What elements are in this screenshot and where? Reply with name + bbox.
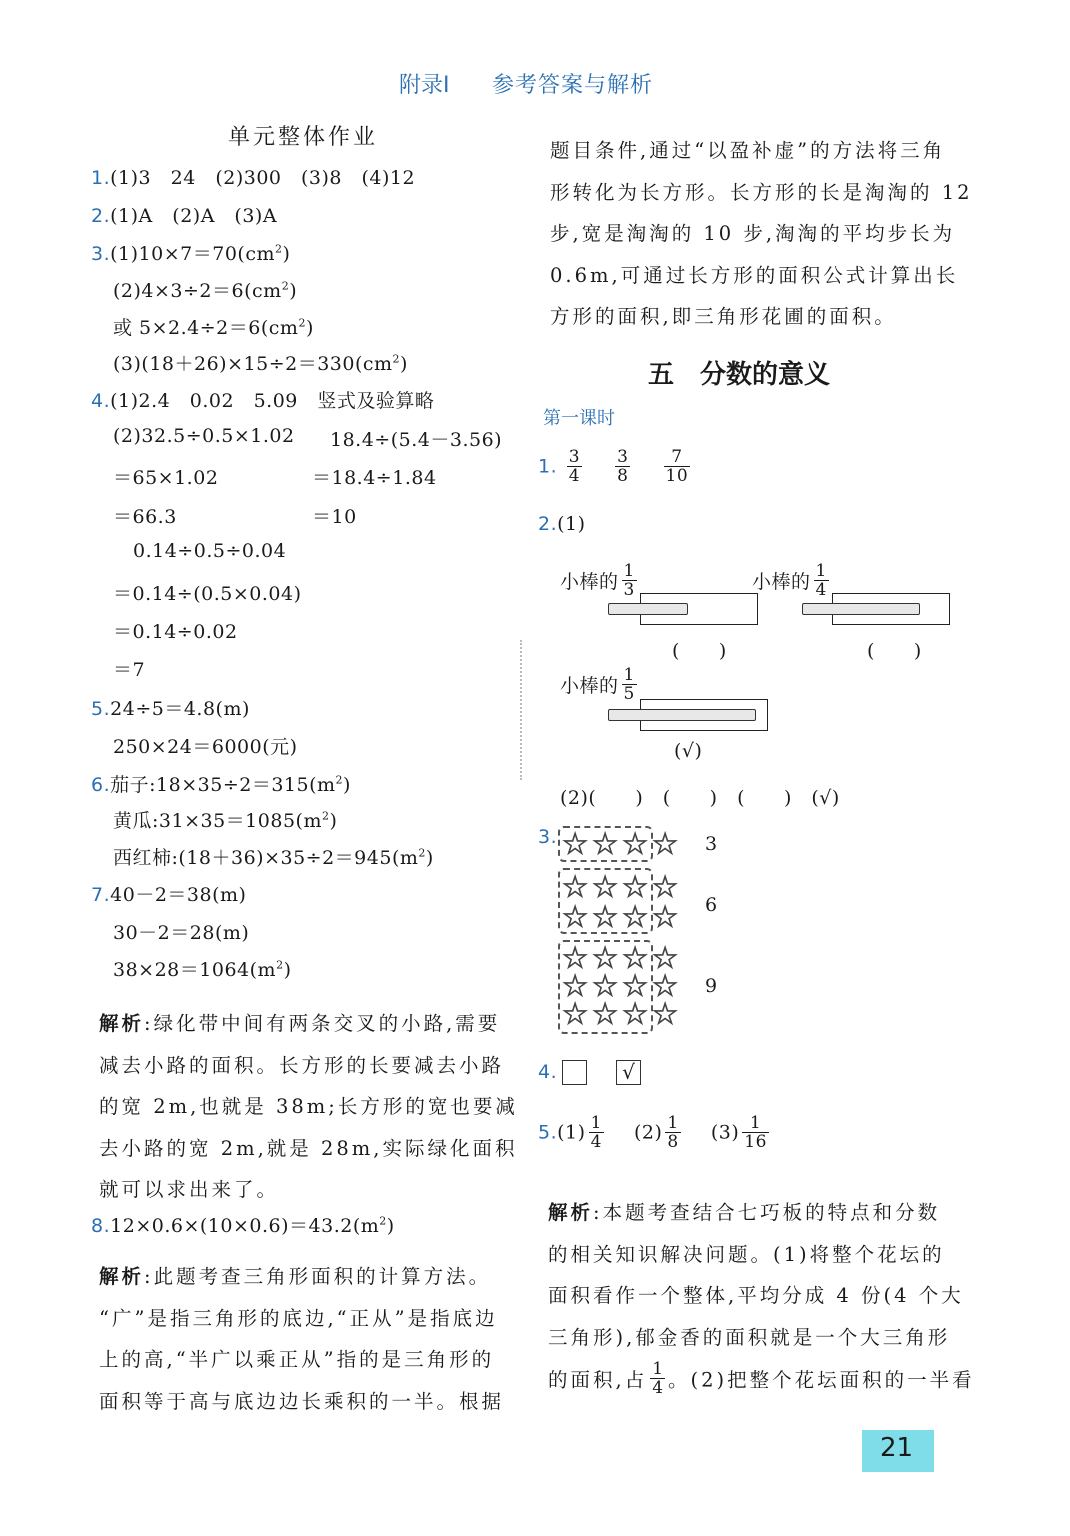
star-icon: ★ [593, 829, 618, 860]
stick-label-1: 小棒的 $\frac{1}{3}$ [560, 561, 635, 600]
star-icon: ★ [563, 829, 588, 860]
r-q5: 5.(1) $\frac{1}{4}$ (2) $\frac{1}{8}$ (3) $\frac{1}{16}$ [538, 1113, 767, 1152]
star-icon: ★ [623, 943, 648, 974]
star-icon: ★ [623, 999, 648, 1030]
star-icon: ★ [593, 971, 618, 1002]
q4-line1: 4.(1)2.4 0.02 5.09 竖式及验算略 [91, 390, 435, 412]
q3-line1: $3.(1)10\times 7=70(cm^2)$ [91, 242, 291, 265]
q2: 2.(1)A (2)A (3)A [91, 205, 278, 227]
q3-line4: $(3)(18+26)\times 15\div 2=330(cm^2)$ [113, 352, 408, 375]
answer-3: (√) [674, 740, 703, 762]
stick-label-3: 小棒的 $\frac{1}{5}$ [560, 665, 635, 704]
q4-calc-b3: ＝10 [312, 506, 357, 528]
q7-line3: $38\times 28=1064(m^2)$ [113, 958, 292, 981]
q6-line3: 西红柿$:(18+36)\times 35\div 2=945(m^2)$ [113, 846, 434, 869]
r-q3-num: 3. [538, 826, 558, 848]
q6-line1: 6.茄子$:18\times 35\div 2=315(m^2)$ [91, 773, 351, 796]
checkbox-checked: √ [616, 1060, 641, 1085]
star-icon: ★ [593, 943, 618, 974]
page-number: 21 [880, 1433, 914, 1463]
star-icon: ★ [593, 999, 618, 1030]
q4-calc-a3: ＝66.3 [113, 506, 177, 528]
q4-calc-c2: ＝0.14÷(0.5×0.04) [113, 583, 302, 605]
r-q4-num: 4. [538, 1061, 558, 1083]
q5-line2: 250×24＝6000(元) [113, 736, 298, 758]
star-icon: ★ [653, 902, 678, 933]
q4-calc-b1: 18.4÷(5.4－3.56) [330, 429, 503, 451]
star-icon: ★ [563, 999, 588, 1030]
r-q1: 1. $\frac{3}{4}$ $\frac{3}{8}$ $\frac{7}{10}$ [538, 447, 689, 486]
q8: $8.12\times 0.6\times(10\times 0.6)=43.2(m^2)$ [91, 1214, 395, 1237]
answer-2: ( ) [867, 640, 922, 662]
star-icon: ★ [623, 872, 648, 903]
r-q2-part2: (2)( ) ( ) ( ) (√) [560, 787, 840, 809]
star-icon: ★ [623, 829, 648, 860]
star-icon: ★ [563, 872, 588, 903]
star-icon: ★ [593, 902, 618, 933]
star-icon: ★ [653, 971, 678, 1002]
appendix-label: 附录Ⅰ [399, 73, 450, 98]
q5-line1: 5.24÷5＝4.8(m) [91, 698, 250, 720]
q4-calc-c1: 0.14÷0.5÷0.04 [133, 540, 287, 562]
q4-calc-c4: ＝7 [113, 659, 146, 681]
q7-line2: 30－2＝28(m) [113, 922, 250, 944]
q4-calc-a2: ＝65×1.02 [113, 467, 219, 489]
q7-analysis: 解析:绿化带中间有两条交叉的小路,需要 减去小路的面积。长方形的长要减去小路 的宽 2m,也就是 38m;长方形的宽也要减 去小路的宽 2m,就是 28m,实际绿化面积 就可以求出来了。 [99, 1012, 518, 1201]
star-icon: ★ [563, 971, 588, 1002]
star-icon: ★ [563, 943, 588, 974]
fraction: $\frac{3}{4}$ [568, 447, 581, 486]
star-icon: ★ [623, 971, 648, 1002]
r-q2-part1: 2.(1) [538, 513, 586, 535]
star-icon: ★ [593, 872, 618, 903]
q5-analysis: 解析:本题考查结合七巧板的特点和分数 的相关知识解决问题。(1)将整个花坛的 面积看作一个整体,平均分成 4 份(4 个大 三角形),郁金香的面积就是一个大三角形 [548, 1201, 964, 1349]
stick-1 [608, 603, 688, 615]
column-divider [520, 640, 522, 780]
checkbox-empty [562, 1060, 587, 1085]
star-icon: ★ [653, 829, 678, 860]
star-icon: ★ [653, 943, 678, 974]
star-icon: ★ [623, 902, 648, 933]
q4-calc-b2: ＝18.4÷1.84 [312, 467, 437, 489]
answer-1: ( ) [672, 640, 727, 662]
q4-calc-a1: (2)32.5÷0.5×1.02 [113, 425, 295, 447]
fraction: $\frac{3}{8}$ [617, 447, 629, 486]
star-icon: ★ [653, 872, 678, 903]
lesson-title: 第一课时 [543, 408, 615, 429]
star-count-2: 6 [705, 894, 718, 916]
star-icon: ★ [653, 999, 678, 1030]
stick-2 [802, 603, 920, 615]
q3-line2: $(2)4\times 3\div 2=6(cm^2)$ [113, 279, 298, 302]
q5-analysis-last: 的面积,占 $\frac{1}{4}$ 。(2)把整个花坛面积的一半看 [548, 1359, 975, 1398]
q1: 1.(1)3 24 (2)300 (3)8 (4)12 [91, 167, 416, 189]
star-count-3: 9 [705, 975, 718, 997]
page-header-title: 参考答案与解析 [492, 73, 654, 98]
stick-3 [608, 709, 756, 721]
star-count-1: 3 [705, 833, 718, 855]
fraction: $\frac{7}{10}$ [665, 447, 689, 486]
q7-line1: 7.40－2＝38(m) [91, 884, 247, 906]
q6-line2: 黄瓜$:31\times 35=1085(m^2)$ [113, 809, 338, 832]
stick-label-2: 小棒的 $\frac{1}{4}$ [752, 561, 827, 600]
section-title: 单元整体作业 [228, 125, 379, 150]
q3-line3: 或 $5\times 2.4\div 2=6(cm^2)$ [113, 316, 314, 339]
q8-analysis: 解析:此题考查三角形面积的计算方法。 “广”是指三角形的底边,“正从”是指底边 上的高,“半广以乘正从”指的是三角形的 面积等于高与底边边长乘积的一半。根据 [99, 1265, 505, 1413]
q4-calc-c3: ＝0.14÷0.02 [113, 621, 238, 643]
q8-analysis-continued: 题目条件,通过“以盈补虚”的方法将三角 形转化为长方形。长方形的长是淘淘的 12 步,宽是淘淘的 10 步,淘淘的平均步长为 0.6m,可通过长方形的面积公式计算出长 方形的面积,即三角形花圃的面积。 [550, 139, 973, 328]
chapter-title: 五 分数的意义 [648, 360, 831, 390]
star-icon: ★ [563, 902, 588, 933]
